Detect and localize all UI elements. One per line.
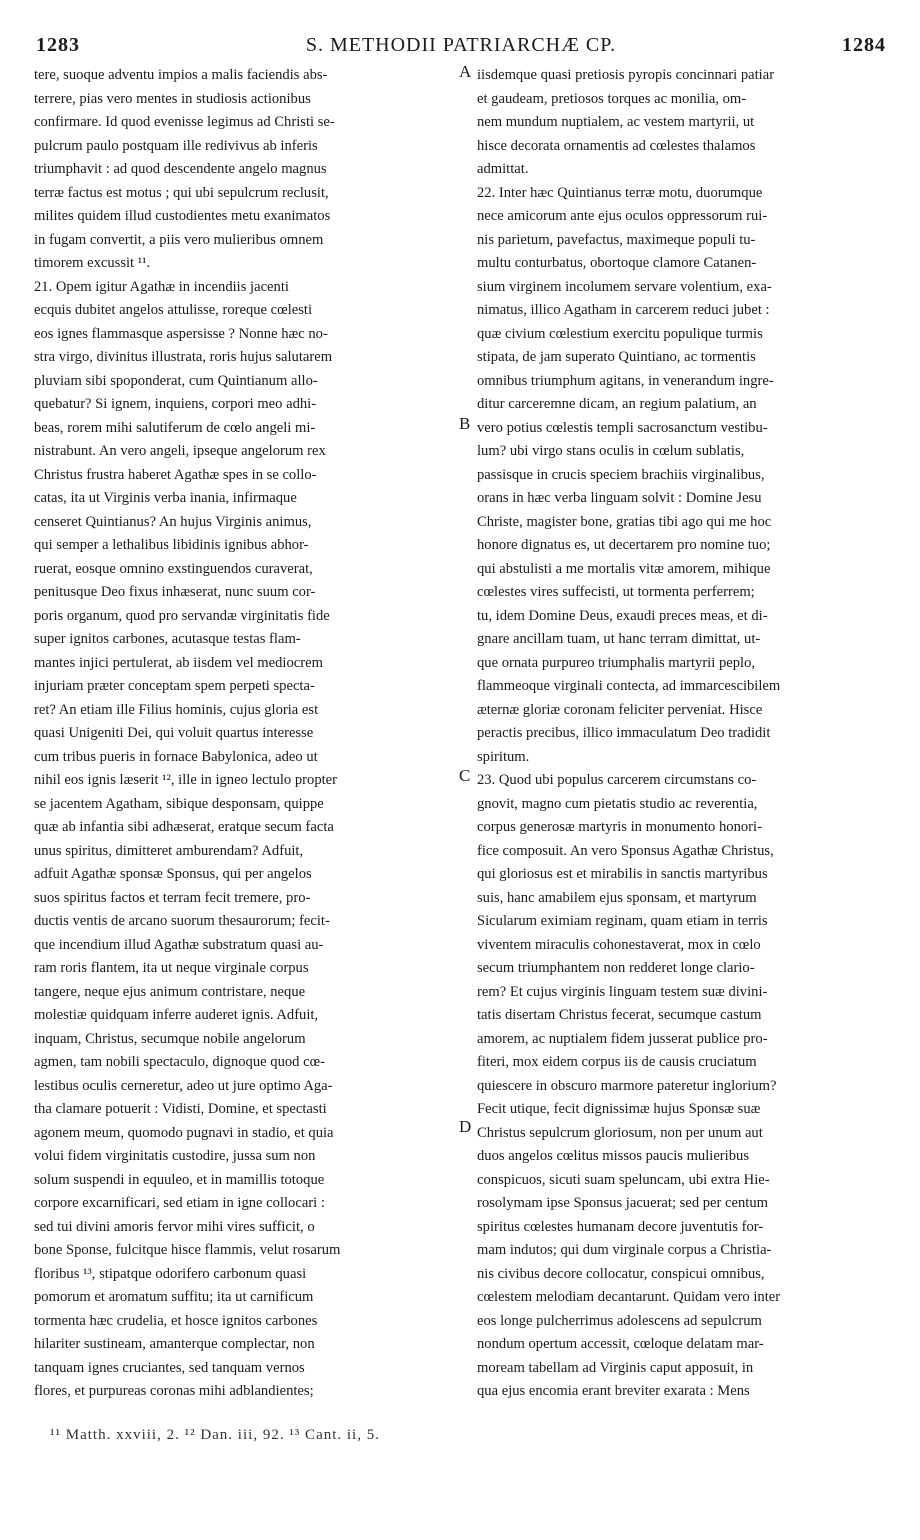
text-line: stipata, de jam superato Quintiano, ac tormentis	[477, 349, 756, 365]
text-line: flammeoque virginali contecta, ad immarcescibilem	[477, 678, 781, 694]
margin-letter-c: C	[459, 766, 471, 785]
text-line: tanquam ignes cruciantes, sed tanquam vernos	[34, 1359, 305, 1376]
text-line: orans in hæc verba linguam solvit : Domine Jesu	[477, 490, 762, 506]
text-line: hilariter sustineam, amanterque complectar, non	[34, 1336, 315, 1352]
text-line: se jacentem Agatham, sibique desponsam, quippe	[34, 795, 324, 812]
text-line: Fecit utique, fecit dignissimæ hujus Sponsæ suæ	[477, 1101, 761, 1117]
text-line: tere, suoque adventu impios a malis faciendis abs-	[34, 67, 328, 83]
text-line: quebatur? Si ignem, inquiens, corpori meo adhi-	[34, 396, 317, 412]
text-line: sed tui divini amoris fervor mihi vires sufficit, o	[34, 1218, 315, 1235]
text-line: duos angelos cœlitus missos paucis mulieribus	[477, 1148, 749, 1164]
text-line: Christe, magister bone, gratias tibi ago qui me hoc	[477, 513, 772, 530]
left-text-column	[34, 64, 454, 1404]
text-line: nis parietum, pavefactus, maximeque populi tu-	[477, 231, 756, 248]
text-line: quasi Unigeniti Dei, qui voluit quartus interesse	[34, 725, 314, 741]
text-line: que incendium illud Agathæ substratum quasi au-	[34, 936, 324, 953]
text-line: spiritus cœlestes humanam decore juventutis for-	[477, 1218, 764, 1235]
text-line: poris organum, quod pro servandæ virginitatis fide	[34, 607, 330, 624]
text-line: super ignitos carbones, acutasque testas flam-	[34, 631, 301, 647]
text-line: nece amicorum ante ejus oculos oppressorum rui-	[477, 208, 768, 224]
margin-letter-a: A	[459, 62, 472, 81]
text-line: quæ ab infantia sibi adhæserat, eratque secum facta	[34, 819, 334, 835]
text-line: spiritum.	[477, 748, 530, 765]
text-line: sium virginem incolumem servare volentium, exa-	[477, 278, 772, 295]
margin-letter-b: B	[459, 414, 471, 433]
text-line: lestibus oculis cerneretur, adeo ut jure optimo Aga-	[34, 1077, 333, 1094]
text-line: quæ civium cœlestium exercitu populique turmis	[477, 325, 763, 342]
text-line: vero potius cœlestis templi sacrosanctum vestibu-	[477, 419, 768, 436]
text-line: nem mundum nuptialem, ac vestem martyrii, ut	[477, 114, 755, 130]
text-line: unus spiritus, dimitteret amburendam? Adfuit,	[34, 842, 304, 859]
text-line: conspicuos, sicuti suam speluncam, ubi extra Hie-	[477, 1171, 770, 1188]
text-line: cœlestem melodiam decantarunt. Quidam vero inter	[477, 1289, 781, 1305]
text-line: rem? Et cujus virginis linguam testem suæ divini-	[477, 983, 768, 1000]
text-line: Sicularum eximiam reginam, quam etiam in terris	[477, 913, 768, 929]
text-line: molestiæ quidquam inferre auderet ignis. Adfuit,	[34, 1007, 319, 1023]
text-line: viventem miraculis cohonestaverat, mox in cœlo	[477, 936, 761, 953]
text-line: gnovit, magno cum pietatis studio ac reverentia,	[477, 795, 758, 812]
text-line: tu, idem Domine Deus, exaudi preces meas, et di-	[477, 607, 768, 624]
text-line: pluviam sibi spoponderat, cum Quintianum allo-	[34, 372, 318, 389]
text-line: stra virgo, divinitus illustrata, roris hujus salutarem	[34, 349, 333, 365]
text-line: catas, ita ut Virginis verba inania, infirmaque	[34, 490, 297, 506]
text-line: bone Sponse, fulcitque hisce flammis, velut rosarum	[34, 1242, 341, 1258]
text-line: milites quidem illud custodientes metu exanimatos	[34, 208, 331, 224]
text-line: agmen, tam nobili spectaculo, dignoque quod cœ-	[34, 1054, 325, 1070]
page-number-right: 1284	[842, 34, 886, 56]
text-line: ecquis dubitet angelos attulisse, roreque cœlesti	[34, 302, 313, 318]
text-line: tatis disertam Christus fecerat, secumque castum	[477, 1007, 762, 1023]
text-line: corpore excarnificari, sed etiam in igne collocari :	[34, 1195, 325, 1211]
text-line: nondum opertum accessit, cœloque delatam mar-	[477, 1336, 764, 1352]
text-line: suis, hanc amabilem ejus sponsam, et martyrum	[477, 889, 757, 906]
right-text-column	[477, 64, 890, 1404]
text-line: penitusque Deo fixus inhæserat, nunc suum cor-	[34, 584, 316, 600]
text-line: corpus generosæ martyris in monumento honori-	[477, 819, 762, 835]
text-line: pomorum et aromatum suffitu; ita ut carnificum	[34, 1289, 314, 1305]
text-line: quiescere in obscuro marmore pateretur inglorium?	[477, 1077, 777, 1094]
text-line: eos ignes flammasque aspersisse ? Nonne hæc no-	[34, 325, 328, 342]
footnotes: ¹¹ Matth. xxviii, 2. ¹² Dan. iii, 92. ¹³ Cant. ii, 5.	[50, 1427, 380, 1443]
text-line: gnare ancillam tuam, ut hanc terram dimittat, ut-	[477, 631, 761, 647]
text-line: que ornata purpureo triumphalis martyrii peplo,	[477, 654, 756, 671]
text-line: ditur carceremne dicam, an regium palatium, an	[477, 396, 757, 412]
text-line: volui fidem virginitatis custodire, jussa sum non	[34, 1148, 316, 1164]
text-line: ret? An etiam ille Filius hominis, cujus gloria est	[34, 701, 319, 718]
text-line: nihil eos ignis læserit ¹², ille in igneo lectulo propter	[34, 772, 338, 788]
text-line: agonem meum, quomodo pugnavi in stadio, et quia	[34, 1124, 334, 1141]
text-line: æternæ gloriæ coronam feliciter perveniat. Hisce	[477, 701, 763, 718]
text-line: eos longe pulcherrimus adolescens ad sepulcrum	[477, 1312, 762, 1329]
text-line: moream tabellam ad Virginis caput apposuit, in	[477, 1359, 754, 1376]
text-line: beas, rorem mihi salutiferum de cœlo angeli mi-	[34, 419, 316, 436]
text-line: et gaudeam, pretiosos torques ac monilia, om-	[477, 90, 747, 107]
text-line: cœlestes vires suffecisti, ut tormenta perferrem;	[477, 584, 755, 600]
text-line: inquam, Christus, secumque nobile angelorum	[34, 1030, 306, 1047]
text-line: lum? ubi virgo stans oculis in cœlum sublatis,	[477, 443, 745, 459]
text-line: mam indutos; qui dum virginale corpus a Christia-	[477, 1242, 772, 1258]
text-line: ruerat, eosque omnino exstinguendos curaverat,	[34, 560, 313, 577]
text-line: admittat.	[477, 161, 529, 177]
text-line: peractis precibus, illico immaculatum Deo tradidit	[477, 725, 771, 741]
text-line: iisdemque quasi pretiosis pyropis concinnari patiar	[477, 67, 775, 83]
text-line: ram roris flantem, ita ut neque virginale corpus	[34, 960, 309, 976]
text-line: ductis ventis de arcano suorum thesaurorum; fecit-	[34, 913, 330, 929]
text-line: nistrabunt. An vero angeli, ipseque angelorum rex	[34, 443, 326, 459]
text-line: mantes injici pertulerat, ab iisdem vel mediocrem	[34, 654, 323, 671]
text-line: timorem excussit ¹¹.	[34, 255, 151, 271]
text-line: rosolymam ipse Sponsus jacuerat; sed per centum	[477, 1195, 768, 1211]
text-line: nimatus, illico Agatham in carcerem reduci jubet :	[477, 302, 770, 318]
running-title: S. METHODII PATRIARCHÆ CP.	[305, 34, 617, 56]
text-line: 22. Inter hæc Quintianus terræ motu, duorumque	[477, 184, 763, 201]
text-line: pulcrum paulo postquam ille redivivus ab inferis	[34, 137, 318, 154]
text-line: qua ejus encomia erant breviter exarata : Mens	[477, 1383, 750, 1399]
running-header	[36, 34, 886, 62]
text-line: censeret Quintianus? An hujus Virginis animus,	[34, 513, 312, 530]
text-line: fiteri, mox eidem corpus iis de causis cruciatum	[477, 1054, 757, 1070]
text-line: honore dignatus es, ut decertarem pro nomine tuo;	[477, 537, 771, 553]
page-number-left: 1283	[36, 34, 80, 56]
text-line: confirmare. Id quod evenisse legimus ad Christi se-	[34, 114, 335, 130]
text-line: terrere, pias vero mentes in studiosis actionibus	[34, 90, 311, 107]
text-line: terræ factus est motus ; qui ubi sepulcrum reclusit,	[34, 184, 329, 201]
text-line: injuriam præter conceptam spem perpeti specta-	[34, 678, 315, 694]
text-line: 23. Quod ubi populus carcerem circumstans co-	[477, 772, 757, 788]
text-line: amorem, ac nuptialem fidem jusserat publice pro-	[477, 1030, 768, 1047]
margin-letter-d: D	[459, 1117, 472, 1136]
text-line: nis civibus decore collocatur, conspicui omnibus,	[477, 1265, 765, 1282]
text-line: omnibus triumphum agitans, in venerandum ingre-	[477, 372, 774, 389]
text-line: triumphavit : ad quod descendente angelo magnus	[34, 161, 327, 177]
text-line: passisque in crucis speciem brachiis virginalibus,	[477, 466, 765, 483]
text-line: qui abstulisti a me mortalis vitæ amorem, mihique	[477, 560, 771, 577]
text-line: floribus ¹³, stipatque odorifero carbonum quasi	[34, 1265, 307, 1282]
text-line: cum tribus pueris in fornace Babylonica, adeo ut	[34, 748, 318, 765]
text-line: adfuit Agathæ sponsæ Sponsus, qui per angelos	[34, 866, 312, 882]
text-line: suos spiritus factos et terram fecit tremere, pro-	[34, 889, 311, 906]
text-line: multu conturbatus, obortoque clamore Catanen-	[477, 255, 757, 271]
text-line: qui gloriosus est et mirabilis in sanctis martyribus	[477, 866, 768, 882]
text-line: qui semper a lethalibus libidinis ignibus abhor-	[34, 537, 309, 553]
text-line: tha clamare potuerit : Vidisti, Domine, et spectasti	[34, 1101, 327, 1117]
text-line: Christus frustra haberet Agathæ spes in se collo-	[34, 466, 317, 483]
text-line: tangere, neque ejus animum contristare, neque	[34, 983, 306, 1000]
text-line: solum suspendi in equuleo, et in mamillis totoque	[34, 1171, 325, 1188]
text-line: flores, et purpureas coronas mihi adblandientes;	[34, 1383, 314, 1399]
text-line: Christus sepulcrum gloriosum, non per unum aut	[477, 1124, 763, 1141]
text-line: in fugam convertit, a piis vero mulieribus omnem	[34, 231, 324, 248]
text-line: hisce decorata ornamentis ad cœlestes thalamos	[477, 137, 756, 154]
text-line: tormenta hæc crudelia, et hosce ignitos carbones	[34, 1312, 318, 1329]
text-line: 21. Opem igitur Agathæ in incendiis jacenti	[34, 278, 289, 295]
text-line: secum triumphantem non redderet longe clario-	[477, 960, 755, 976]
text-line: fice composuit. An vero Sponsus Agathæ Christus,	[477, 842, 774, 859]
